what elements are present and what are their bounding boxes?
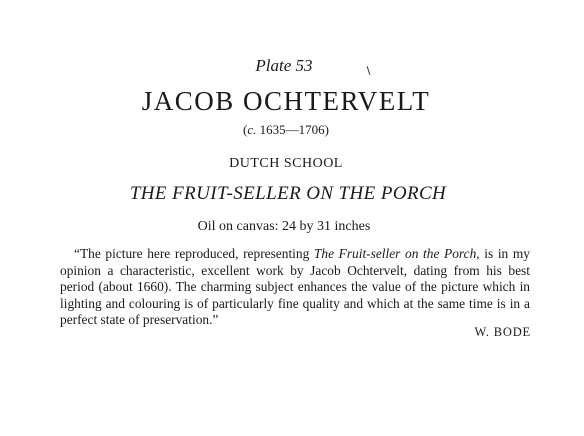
- painting-title: THE FRUIT-SELLER ON THE PORCH: [129, 183, 447, 204]
- dates-range: 1635—1706): [259, 122, 329, 137]
- dates-prefix: (: [243, 122, 248, 137]
- quote-part-2: , is in my opinion a characteristic, excellent work by Jacob Ochtervelt, dating from his best period (about 1660). The charming subject enhances the value of the picture which in lighting and colouring is of particularly fine quality and which at the same time is in a perfect state of preservation.”: [60, 246, 530, 327]
- quote-paragraph: [60, 246, 530, 329]
- artist-dates: [0, 122, 578, 138]
- painting-medium: Oil on canvas: 24 by 31 inches: [197, 219, 371, 234]
- plate-number: Plate 53: [255, 56, 313, 75]
- school-heading: DUTCH SCHOOL: [229, 156, 343, 171]
- dates-circa: c.: [247, 122, 257, 137]
- quote-author: W. BODE: [474, 325, 531, 339]
- artist-name: JACOB OCHTERVELT: [141, 86, 431, 116]
- quote-italic-title: The Fruit-seller on the Porch: [313, 246, 477, 261]
- quote-part-1: “The picture here reproduced, representing: [74, 246, 314, 261]
